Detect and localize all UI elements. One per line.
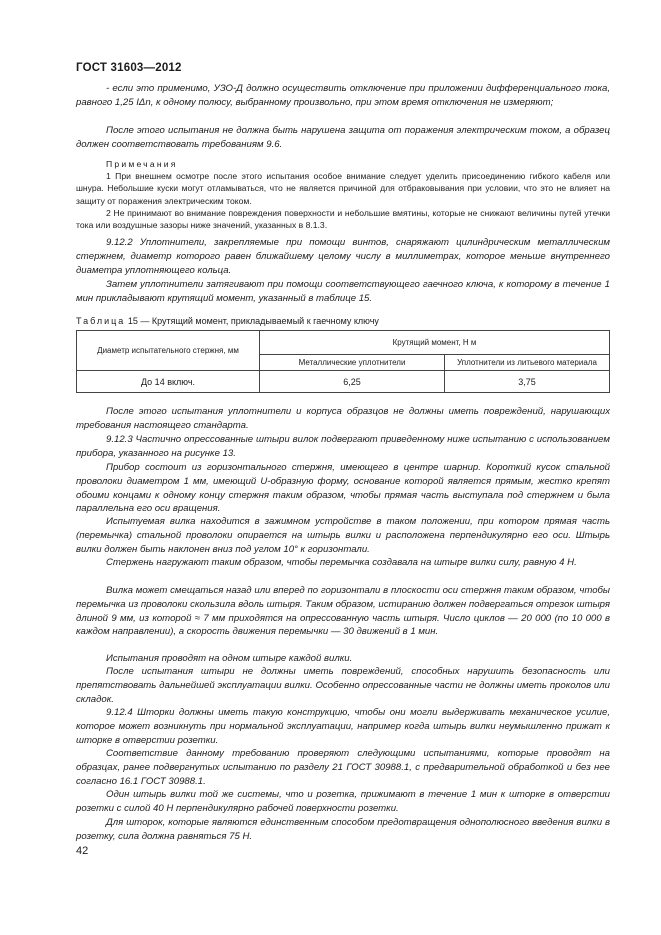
note-1: 1 При внешнем осмотре после этого испытания особое внимание следует уделить присоединению гибкого кабеля или шнура. Небольшие куски могут отламываться, что не является причиной для отбраковывания при условии, что это не влияет на защиту от поражения электрическим током. <box>76 171 610 206</box>
cell-metal-torque: 6,25 <box>260 371 445 393</box>
paragraph-9-12-4: 9.12.4 Шторки должны иметь такую конструкцию, чтобы они могли выдерживать механическое усилие, которое может возникнуть при нормальной эксплуатации, например когда штырь вилки неумышленно прижат к шторке в отверстии розетки. <box>76 707 610 746</box>
notes-title: Примечания <box>106 159 178 169</box>
torque-table <box>76 330 610 393</box>
header-torque: Крутящий момент, Н м <box>260 331 610 355</box>
paragraph-no-damage: После этого испытания уплотнители и корпуса образцов не должны иметь повреждений, нарушающих требования настоящего стандарта. <box>76 406 610 431</box>
page-number: 42 <box>76 845 89 857</box>
standard-header: ГОСТ 31603—2012 <box>76 62 182 74</box>
paragraph-compliance: Соответствие данному требованию проверяют следующими испытаниями, которые проводят на образцах, ранее подвергнутых испытанию по разделу 21 ГОСТ 30988.1, с предварительной обработкой и без нее согласно 16.1 ГОСТ 30988.1. <box>76 748 610 787</box>
paragraph-load: Стержень нагружают таким образом, чтобы перемычка создавала на штыре вилки силу, равную 4 Н. <box>106 557 577 568</box>
paragraph-9-12-2: 9.12.2 Уплотнители, закрепляемые при помощи винтов, снаряжают цилиндрическим металлическим стержнем, диаметр которого равен ближайшему целому числу в миллиметрах, которое меньше внутреннего диаметра уплотняющего кольца. <box>76 237 610 276</box>
header-metal-seals: Металлические уплотнители <box>260 355 445 371</box>
paragraph-shutters-force: Для шторок, которые являются единственным способом предотвращения однополюсного введения вилки в розетку, сила должна равняться 75 Н. <box>76 817 610 842</box>
paragraph-pin-press: Один штырь вилки той же системы, что и розетка, прижимают в течение 1 мин к шторке в отверстии розетки с силой 40 Н перпендикулярно рабочей поверхности розетки. <box>76 789 610 814</box>
cell-molded-torque: 3,75 <box>445 371 610 393</box>
paragraph-after-pins: После испытания штыри не должны иметь повреждений, способных нарушить безопасность или препятствовать дальнейшей эксплуатации вилки. Особенно опрессованные части не должны иметь проколов или складок. <box>76 666 610 705</box>
note-2: 2 Не принимают во внимание повреждения поверхности и небольшие вмятины, которые не снижают величины путей утечки тока или воздушные зазоры ниже значений, указанных в 8.1.3. <box>76 207 610 231</box>
paragraph-movement: Вилка может смещаться назад или вперед по горизонтали в плоскости оси стержня таким образом, чтобы перемычка из проволоки скользила вдоль штыря. Таким образом, истиранию должен подвергаться отрезок штыря длиной 9 мм, из которой ≈ 7 мм приходятся на опрессованную часть штыря. Число циклов — 20 000 (по 10 000 в каждом направлении), а скорость движения перемычки — 30 движений в 1 мин. <box>76 585 610 638</box>
paragraph-tighten: Затем уплотнители затягивают при помощи соответствующего гаечного ключа, к которому в течение 1 мин прикладывают крутящий момент, указанный в таблице 15. <box>76 279 610 304</box>
paragraph-9-12-3: 9.12.3 Частично опрессованные штыри вилок подвергают приведенному ниже испытанию с использованием прибора, указанного на рисунке 13. <box>76 434 610 459</box>
table-caption <box>76 316 379 326</box>
paragraph-plug-position: Испытуемая вилка находится в зажимном устройстве в таком положении, при котором прямая часть (перемычка) стальной проволоки опирается на штырь вилки и расположена перпендикулярно его оси. Штырь вилки должен быть наклонен вниз под углом 10° к горизонтали. <box>76 516 610 555</box>
notes-block <box>76 158 610 231</box>
header-diameter: Диаметр испытательного стержня, мм <box>77 331 260 371</box>
table-caption-label: Таблица <box>76 316 126 326</box>
paragraph-after-test: После этого испытания не должна быть нарушена защита от поражения электрическим током, а образец должен соответствовать требованиям 9.6. <box>76 125 610 150</box>
header-molded-seals: Уплотнители из литьевого материала <box>445 355 610 371</box>
paragraph-apparatus: Прибор состоит из горизонтального стержня, имеющего в центре шарнир. Короткий кусок стальной проволоки диаметром 1 мм, имеющий U-образную форму, основание которой является прямым, жестко крепят обоими концами к одному концу стержня таким образом, чтобы прямая часть выступала под стержнем и была параллельна его оси вращения. <box>76 462 610 515</box>
table-caption-text: 15 — Крутящий момент, прикладываемый к гаечному ключу <box>127 316 379 326</box>
paragraph-one-pin: Испытания проводят на одном штыре каждой вилки. <box>106 653 353 664</box>
paragraph-rcd-test: - если это применимо, УЗО-Д должно осуществить отключение при приложении дифференциального тока, равного 1,25 IΔn, к одному полюсу, выбранному произвольно, при этом время отключения не измеряют; <box>76 83 610 108</box>
cell-diameter: До 14 включ. <box>77 371 260 393</box>
